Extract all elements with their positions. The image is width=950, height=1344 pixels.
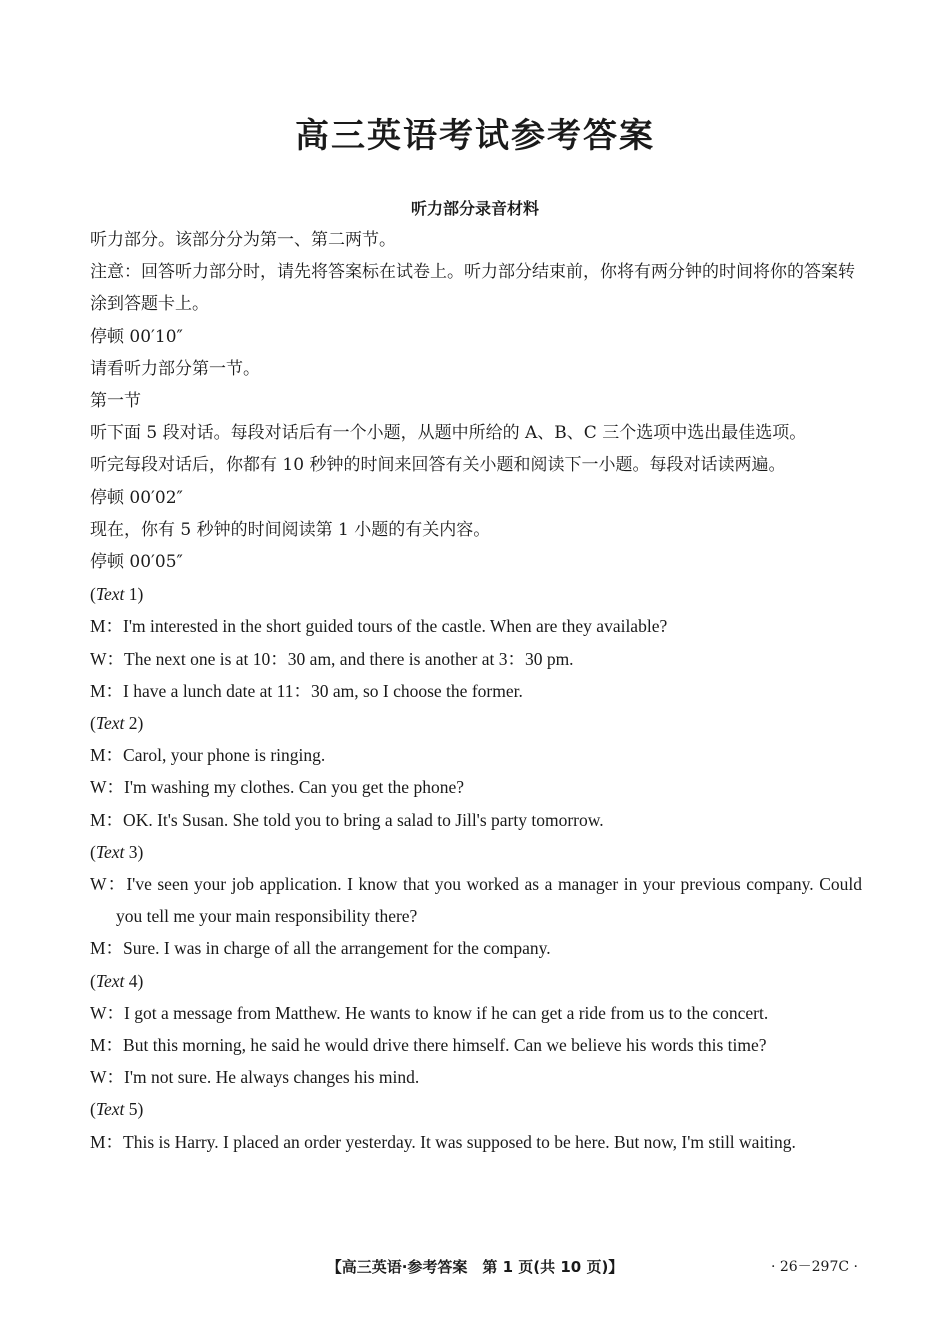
text-label-word: Text xyxy=(95,970,125,991)
text-number: 4 xyxy=(128,970,138,991)
text-label: (Text 2) xyxy=(90,713,144,734)
instruction-line: 现在，你有 5 秒钟的时间阅读第 1 小题的有关内容。 xyxy=(90,519,491,540)
page-footer: 【高三英语·参考答案 第 1 页(共 10 页)】 xyxy=(326,1258,624,1276)
text-label: (Text 3) xyxy=(90,841,144,862)
dialogue-line: M：I'm interested in the short guided tours of the castle. When are they available? xyxy=(90,616,668,637)
instruction-line: 请看听力部分第一节。 xyxy=(90,358,260,379)
page-id: · 26－297C · xyxy=(770,1259,858,1275)
text-number: 2 xyxy=(128,713,138,734)
text-label-word: Text xyxy=(95,841,125,862)
section-heading: 第一节 xyxy=(90,391,141,412)
instruction-line: 听完每段对话后，你都有 10 秒钟的时间来回答有关小题和阅读下一小题。每段对话读两遍。 xyxy=(90,455,786,476)
pause-line: 停顿 00′10″ xyxy=(90,326,183,347)
document-title: 高三英语考试参考答案 xyxy=(295,116,655,156)
text-label: (Text 4) xyxy=(90,970,144,991)
dialogue-line: W：I've seen your job application. I know that you worked as a manager in your previous company. Could you tell me your main responsibility there? xyxy=(90,874,862,927)
text-number: 1 xyxy=(128,584,138,605)
text-label: (Text 5) xyxy=(90,1099,144,1120)
dialogue-line: M：Sure. I was in charge of all the arrangement for the company. xyxy=(90,938,551,959)
notice-paragraph: 注意：回答听力部分时，请先将答案标在试卷上。听力部分结束前，你将有两分钟的时间将你的答案转涂到答题卡上。 xyxy=(90,262,855,315)
pause-line: 停顿 00′02″ xyxy=(90,487,183,508)
dialogue-line: M：Carol, your phone is ringing. xyxy=(90,745,326,766)
text-label-word: Text xyxy=(95,713,125,734)
dialogue-line: M：OK. It's Susan. She told you to bring a salad to Jill's party tomorrow. xyxy=(90,809,604,830)
dialogue-line: W：I got a message from Matthew. He wants to know if he can get a ride from us to the concert. xyxy=(90,1002,769,1023)
instruction-line: 听下面 5 段对话。每段对话后有一个小题，从题中所给的 A、B、C 三个选项中选出最佳选项。 xyxy=(90,423,807,444)
text-number: 3 xyxy=(128,841,138,862)
section-subtitle: 听力部分录音材料 xyxy=(410,199,539,218)
intro-line: 听力部分。该部分分为第一、第二两节。 xyxy=(90,230,396,250)
dialogue-line: M：But this morning, he said he would drive there himself. Can we believe his words this time? xyxy=(90,1035,767,1056)
text-number: 5 xyxy=(128,1099,138,1120)
document-body xyxy=(90,224,862,1158)
dialogue-line: M：I have a lunch date at 11：30 am, so I choose the former. xyxy=(90,680,523,701)
pause-line: 停顿 00′05″ xyxy=(90,552,183,573)
text-label-word: Text xyxy=(95,1099,125,1120)
text-label-word: Text xyxy=(95,584,125,605)
dialogue-line: W：The next one is at 10：30 am, and there is another at 3：30 pm. xyxy=(90,648,574,669)
dialogue-line: M：This is Harry. I placed an order yesterday. It was supposed to be here. But now, I'm still waiting. xyxy=(90,1131,796,1152)
dialogue-line: W：I'm not sure. He always changes his mind. xyxy=(90,1067,420,1088)
dialogue-line: W：I'm washing my clothes. Can you get the phone? xyxy=(90,777,464,798)
text-label: (Text 1) xyxy=(90,584,144,605)
